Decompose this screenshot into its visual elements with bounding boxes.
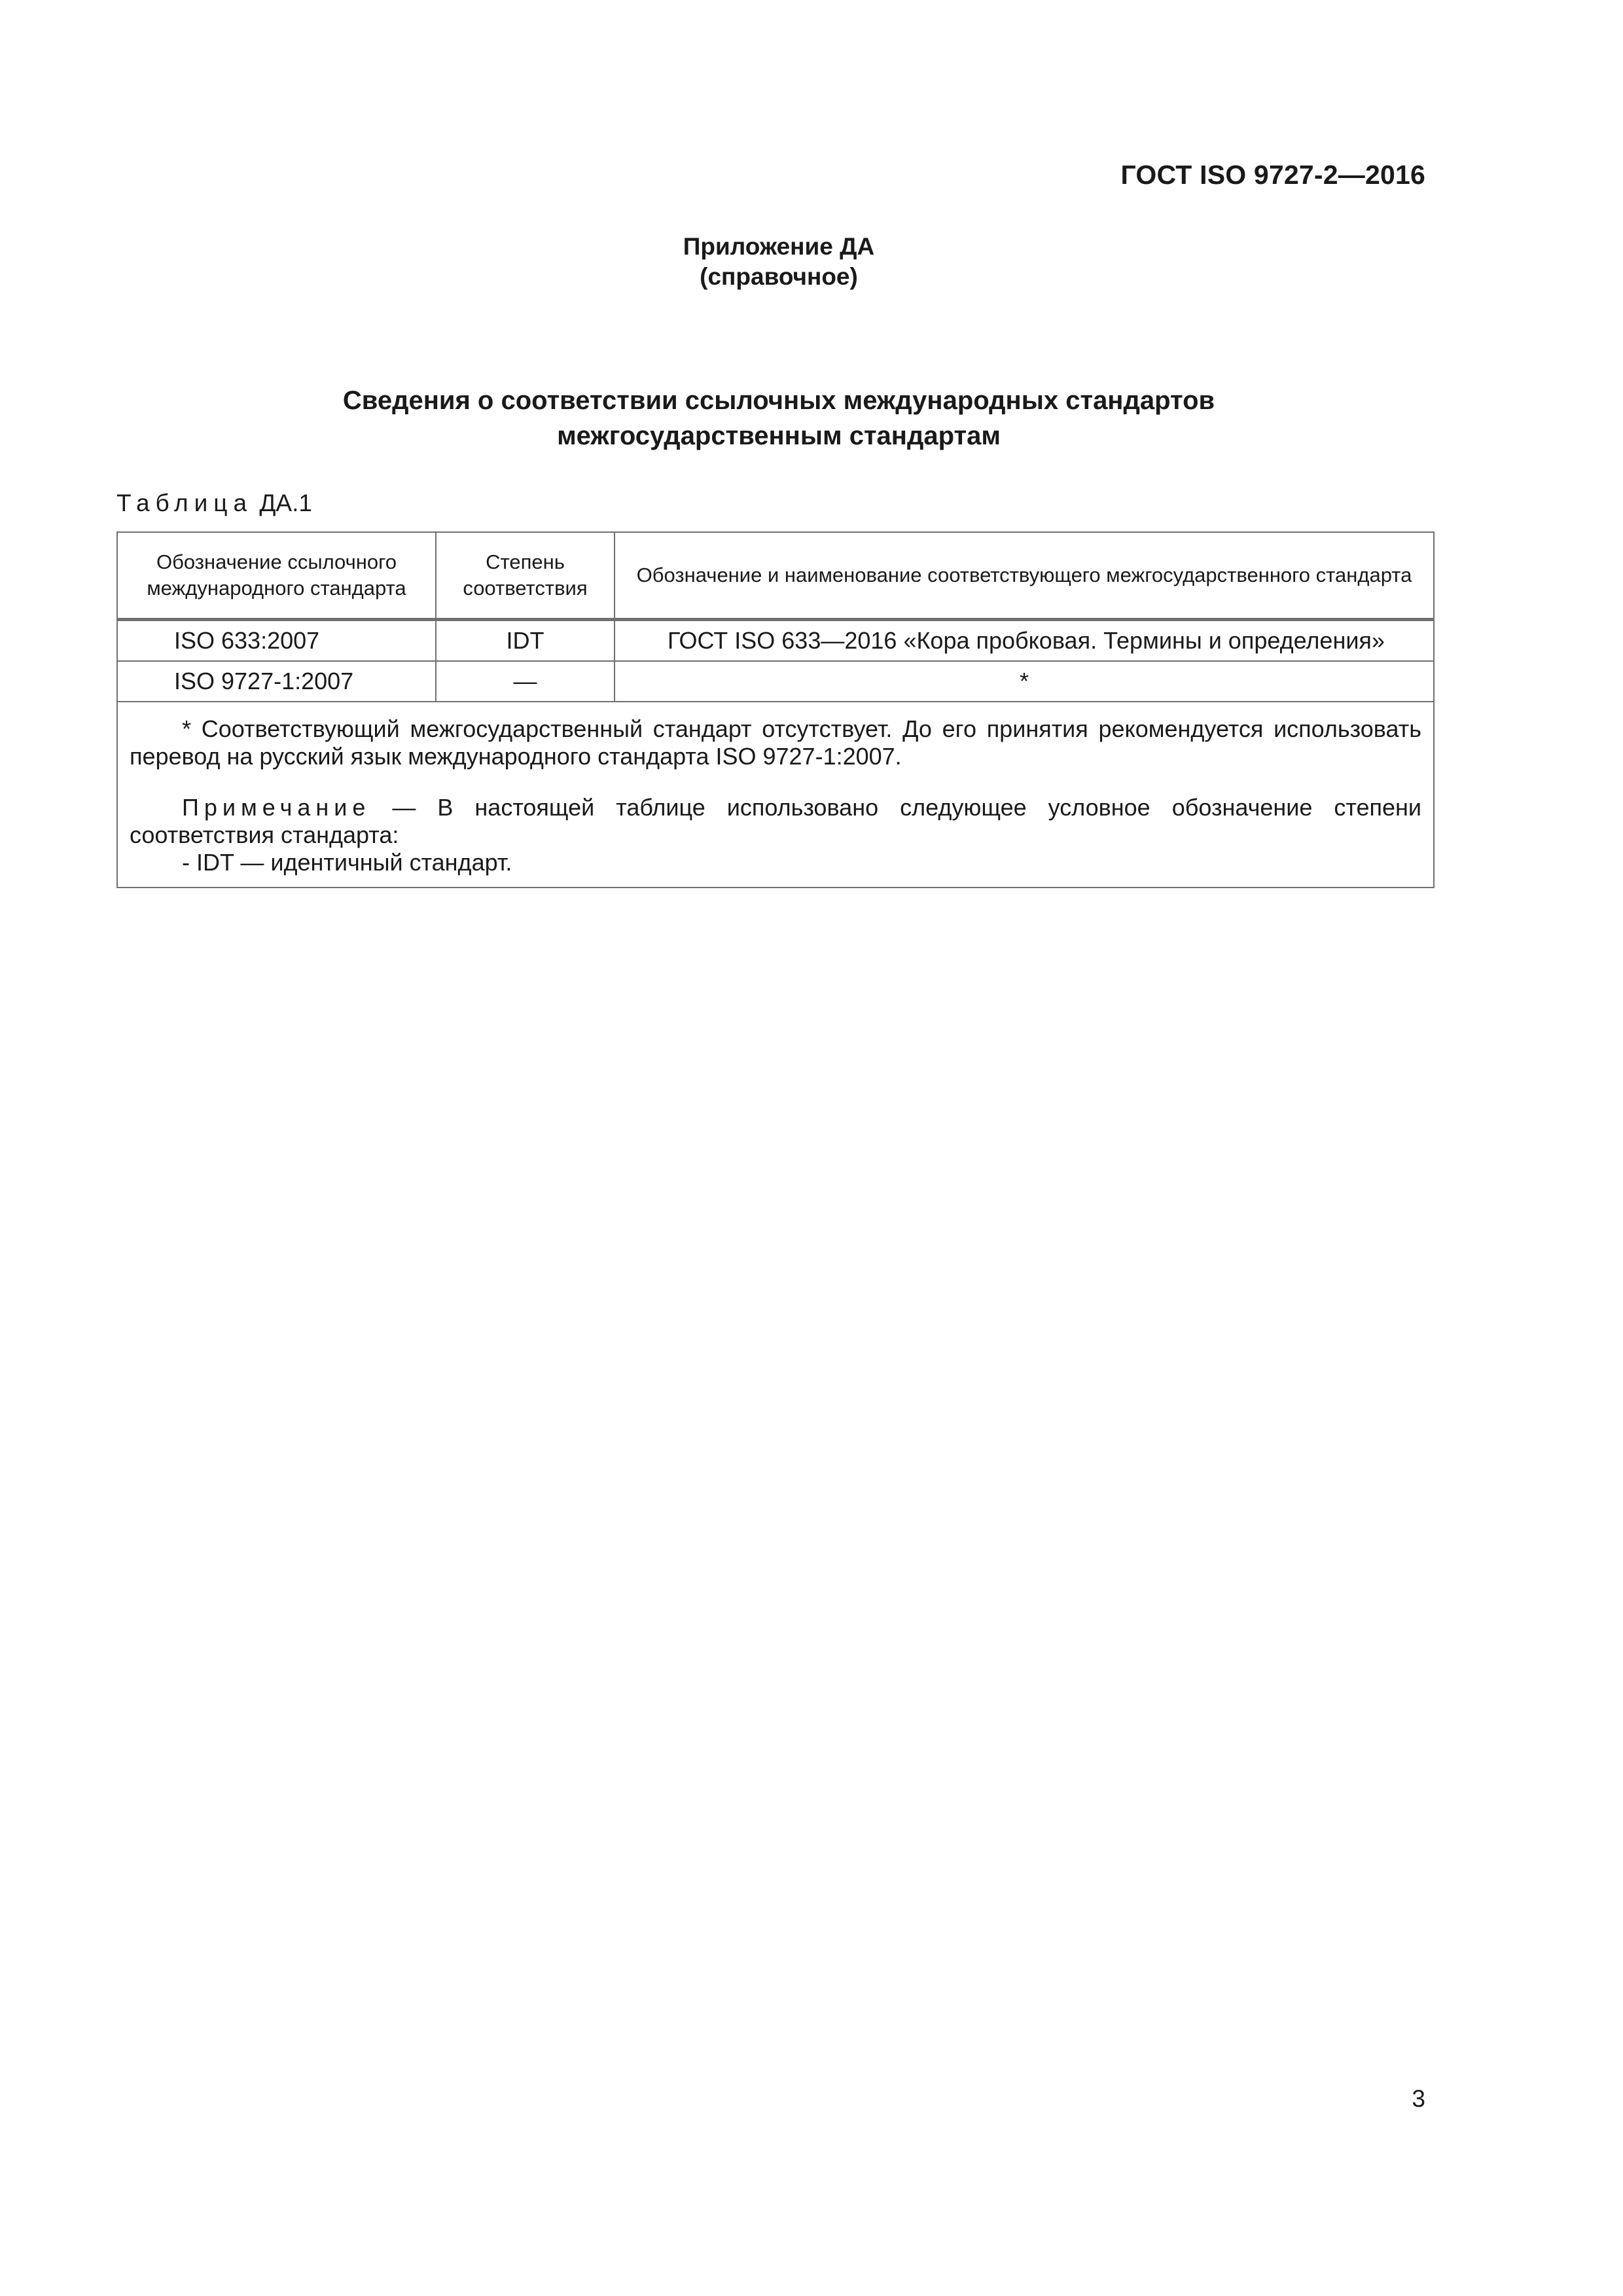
table-caption-word: Таблица: [116, 490, 253, 516]
cell-reference: ISO 633:2007: [117, 620, 436, 662]
table-footnote: * Соответствующий межгосударственный стандарт отсутствует. До его принятия рекомендуется использовать перевод на русский язык международного стандарта ISO 9727-1:2007.: [130, 715, 1421, 770]
page-number: 3: [1412, 2085, 1425, 2112]
table-caption: [116, 490, 312, 517]
document-code: ГОСТ ISO 9727-2—2016: [1120, 160, 1425, 190]
table-header-row: [117, 532, 1434, 620]
note-label: Примечание: [182, 794, 371, 821]
section-title-line-1: Сведения о соответствии ссылочных международных стандартов: [342, 386, 1215, 415]
table-row: [117, 661, 1434, 702]
column-header-degree: Степень соответствия: [436, 532, 615, 620]
annex-subtitle: (справочное): [700, 263, 858, 290]
cell-degree: —: [436, 661, 615, 702]
cell-national: *: [615, 661, 1434, 702]
section-title-line-2: межгосударственным стандартам: [557, 422, 1001, 450]
table-notes-row: [117, 702, 1434, 888]
note-item: - IDT — идентичный стандарт.: [182, 849, 512, 876]
section-title: [0, 383, 1558, 454]
column-header-national: Обозначение и наименование соответствующего межгосударственного стандарта: [615, 532, 1434, 620]
cell-reference: ISO 9727-1:2007: [117, 661, 436, 702]
table-row: [117, 620, 1434, 662]
table-notes-cell: [117, 702, 1434, 888]
standards-correspondence-table: [116, 531, 1435, 888]
note-text: — В настоящей таблице использовано следующее условное обозначение степени соответствия стандарта:: [130, 794, 1421, 848]
annex-heading: [0, 232, 1558, 292]
cell-degree: IDT: [436, 620, 615, 662]
table-caption-number: ДА.1: [259, 490, 312, 516]
cell-national: ГОСТ ISO 633—2016 «Кора пробковая. Термины и определения»: [615, 620, 1434, 662]
annex-title: Приложение ДА: [683, 233, 875, 260]
column-header-reference: Обозначение ссылочного международного стандарта: [117, 532, 436, 620]
table-note: [130, 794, 1421, 849]
